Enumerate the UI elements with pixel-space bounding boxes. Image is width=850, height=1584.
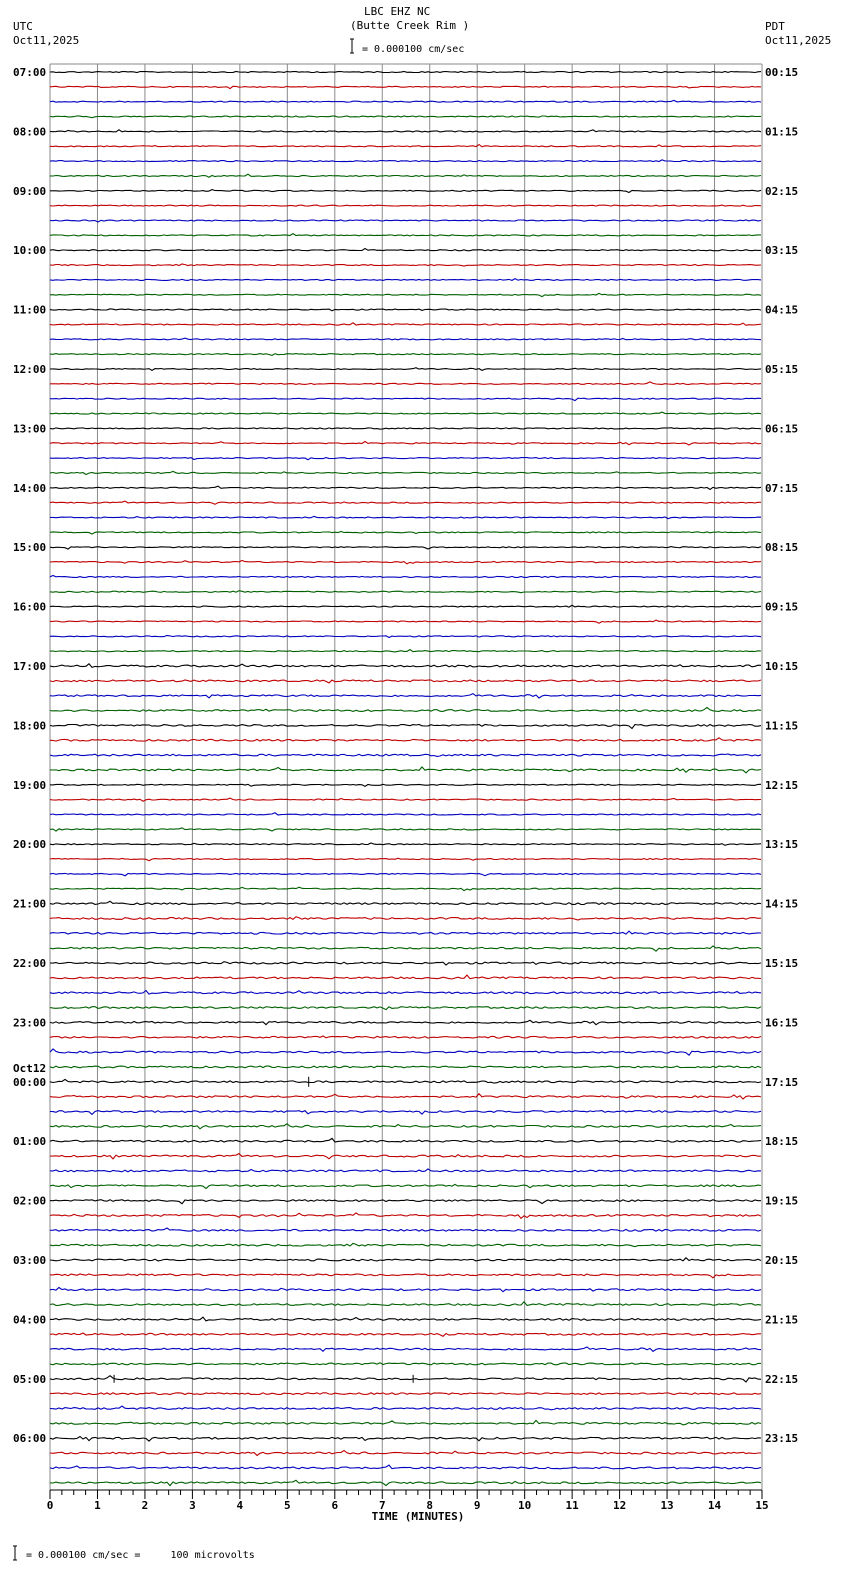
right-hour-label: 12:15 — [765, 778, 799, 792]
trace-row — [50, 323, 761, 326]
trace-row — [50, 798, 761, 801]
trace-row — [50, 382, 761, 385]
trace-row — [50, 1094, 761, 1099]
trace-row — [50, 338, 761, 340]
x-tick-label: 5 — [284, 1499, 291, 1512]
trace-row — [50, 86, 761, 88]
right-hour-label: 15:15 — [765, 957, 799, 970]
x-tick-label: 14 — [707, 1499, 722, 1512]
trace-row — [50, 309, 761, 311]
left-hour-label: 10:00 — [13, 244, 47, 258]
left-date-label: Oct12 — [13, 1061, 47, 1075]
trace-row — [50, 1393, 761, 1395]
trace-row — [50, 946, 761, 951]
trace-row — [50, 1138, 761, 1142]
right-hour-label: 08:15 — [765, 541, 799, 555]
trace-row — [50, 576, 761, 578]
trace-row — [50, 1465, 761, 1469]
trace-row — [50, 991, 761, 995]
x-tick-label: 15 — [755, 1499, 769, 1512]
trace-row — [50, 1036, 761, 1038]
trace-row — [50, 368, 761, 371]
station-location: (Butte Creek Rim ) — [350, 19, 470, 32]
trace-row — [50, 1213, 761, 1219]
scale-label: = 0.000100 cm/sec — [362, 44, 465, 55]
x-tick-label: 8 — [426, 1499, 434, 1512]
left-hour-label: 00:00 — [13, 1075, 47, 1089]
left-hour-label: 19:00 — [13, 778, 47, 792]
trace-row — [50, 174, 761, 177]
trace-row — [50, 1228, 761, 1231]
left-hour-label: 04:00 — [13, 1313, 47, 1327]
trace-row — [50, 636, 761, 638]
right-hour-label: 00:15 — [765, 66, 799, 79]
x-axis-label: TIME (MINUTES) — [371, 1510, 465, 1523]
trace-row — [50, 901, 761, 904]
trace-row — [50, 1333, 761, 1336]
trace-row — [50, 680, 761, 683]
trace-row — [50, 664, 761, 668]
left-hour-label: 16:00 — [13, 600, 47, 614]
trace-row — [50, 1274, 761, 1278]
left-hour-label: 02:00 — [13, 1194, 47, 1208]
x-tick-label: 13 — [660, 1499, 674, 1512]
trace-row — [50, 1347, 761, 1351]
trace-row — [50, 116, 761, 118]
trace-row — [50, 1302, 761, 1306]
x-tick-label: 2 — [141, 1499, 149, 1512]
trace-row — [50, 1066, 761, 1068]
trace-row — [50, 591, 761, 593]
trace-row — [50, 145, 761, 147]
trace-row — [50, 1200, 761, 1204]
trace-row — [50, 234, 761, 236]
trace-row — [50, 100, 761, 102]
trace-row — [50, 1020, 761, 1024]
trace-row — [50, 458, 761, 460]
trace-row — [50, 1317, 761, 1321]
right-hour-label: 18:15 — [765, 1135, 799, 1149]
left-timezone: UTC — [13, 20, 33, 33]
trace-row — [50, 707, 761, 711]
left-hour-label: 13:00 — [13, 422, 47, 436]
left-hour-label: 07:00 — [13, 66, 47, 79]
x-tick-label: 12 — [612, 1499, 627, 1512]
left-hour-label: 01:00 — [13, 1135, 47, 1149]
trace-row — [50, 547, 761, 550]
trace-row — [50, 1007, 761, 1010]
x-tick-label: 1 — [94, 1499, 101, 1512]
left-hour-label: 15:00 — [13, 541, 47, 555]
trace-row — [50, 1111, 761, 1115]
trace-row — [50, 1480, 761, 1485]
right-hour-label: 05:15 — [765, 363, 799, 376]
trace-row — [50, 190, 761, 193]
trace-row — [50, 975, 761, 979]
trace-row — [50, 501, 761, 504]
right-hour-label: 20:15 — [765, 1254, 799, 1267]
right-hour-label: 17:15 — [765, 1075, 799, 1089]
right-hour-label: 01:15 — [765, 125, 799, 139]
left-hour-label: 14:00 — [13, 481, 47, 495]
trace-row — [50, 725, 761, 729]
trace-row — [50, 264, 761, 266]
trace-row — [50, 1288, 761, 1292]
right-hour-label: 21:15 — [765, 1313, 799, 1327]
trace-row — [50, 1406, 761, 1410]
trace-row — [50, 428, 761, 430]
trace-row — [50, 828, 761, 831]
right-hour-label: 03:15 — [765, 244, 799, 258]
trace-row — [50, 441, 761, 445]
trace-row — [50, 130, 761, 132]
right-hour-label: 10:15 — [765, 660, 799, 673]
trace-row — [50, 1437, 761, 1442]
left-hour-label: 18:00 — [13, 719, 47, 733]
trace-row — [50, 738, 761, 741]
trace-row — [50, 532, 761, 535]
left-hour-label: 06:00 — [13, 1432, 47, 1446]
trace-row — [50, 205, 761, 206]
trace-row — [50, 354, 761, 356]
x-tick-label: 9 — [473, 1499, 481, 1512]
trace-row — [50, 620, 761, 623]
left-hour-label: 03:00 — [13, 1254, 47, 1267]
trace-row — [50, 887, 761, 890]
right-hour-label: 07:15 — [765, 481, 799, 495]
x-tick-label: 11 — [565, 1499, 579, 1512]
right-hour-label: 04:15 — [765, 303, 799, 317]
left-hour-label: 08:00 — [13, 125, 47, 139]
trace-row — [50, 1124, 761, 1129]
left-date: Oct11,2025 — [13, 34, 80, 47]
trace-row — [50, 931, 761, 934]
trace-row — [50, 279, 761, 281]
trace-row — [50, 471, 761, 474]
x-tick-label: 4 — [236, 1499, 244, 1512]
trace-row — [50, 917, 761, 920]
trace-row — [50, 962, 761, 965]
trace-row — [50, 1363, 761, 1365]
left-hour-label: 05:00 — [13, 1372, 47, 1386]
footer-scale-label: = 0.000100 cm/sec = 100 microvolts — [26, 1550, 255, 1561]
trace-row — [50, 605, 761, 607]
trace-row — [50, 1258, 761, 1261]
right-hour-label: 09:15 — [765, 600, 799, 614]
right-hour-label: 22:15 — [765, 1372, 799, 1386]
trace-row — [50, 293, 761, 296]
trace-row — [50, 249, 761, 251]
trace-row — [50, 1154, 761, 1159]
left-hour-label: 21:00 — [13, 897, 47, 911]
trace-row — [50, 767, 761, 773]
trace-row — [50, 754, 761, 756]
left-hour-label: 20:00 — [13, 838, 47, 852]
trace-row — [50, 858, 761, 861]
x-tick-label: 0 — [46, 1499, 54, 1512]
trace-row — [50, 561, 761, 564]
right-hour-label: 11:15 — [765, 719, 799, 733]
trace-row — [50, 813, 761, 815]
x-tick-label: 6 — [331, 1499, 339, 1512]
right-hour-label: 19:15 — [765, 1194, 799, 1208]
right-date: Oct11,2025 — [765, 34, 832, 47]
trace-row — [50, 1420, 761, 1425]
right-hour-label: 23:15 — [765, 1432, 799, 1446]
trace-row — [50, 1243, 761, 1246]
trace-row — [50, 486, 761, 489]
trace-row — [50, 1079, 761, 1083]
left-hour-label: 12:00 — [13, 363, 47, 376]
trace-row — [50, 784, 761, 786]
station-title: LBC EHZ NC — [364, 5, 431, 18]
left-hour-label: 23:00 — [13, 1016, 47, 1030]
trace-row — [50, 1169, 761, 1172]
trace-row — [50, 843, 761, 845]
trace-row — [50, 220, 761, 222]
trace-row — [50, 1376, 761, 1382]
right-hour-label: 16:15 — [765, 1016, 799, 1030]
right-hour-label: 14:15 — [765, 897, 799, 911]
trace-row — [50, 1184, 761, 1188]
x-tick-label: 7 — [378, 1499, 386, 1512]
right-timezone: PDT — [765, 20, 785, 33]
left-hour-label: 09:00 — [13, 184, 47, 198]
trace-row — [50, 398, 761, 400]
x-tick-label: 10 — [518, 1499, 532, 1512]
trace-row — [50, 1049, 761, 1055]
trace-row — [50, 873, 761, 876]
right-hour-label: 02:15 — [765, 184, 799, 198]
left-hour-label: 17:00 — [13, 660, 47, 673]
trace-row — [50, 1451, 761, 1456]
trace-row — [50, 160, 761, 162]
trace-row — [50, 650, 761, 652]
right-hour-label: 06:15 — [765, 422, 799, 436]
trace-row — [50, 412, 761, 414]
right-hour-label: 13:15 — [765, 838, 799, 852]
x-tick-label: 3 — [189, 1499, 196, 1512]
left-hour-label: 11:00 — [13, 303, 47, 317]
trace-row — [50, 694, 761, 698]
trace-row — [50, 516, 761, 518]
left-hour-label: 22:00 — [13, 957, 47, 970]
trace-row — [50, 72, 761, 73]
